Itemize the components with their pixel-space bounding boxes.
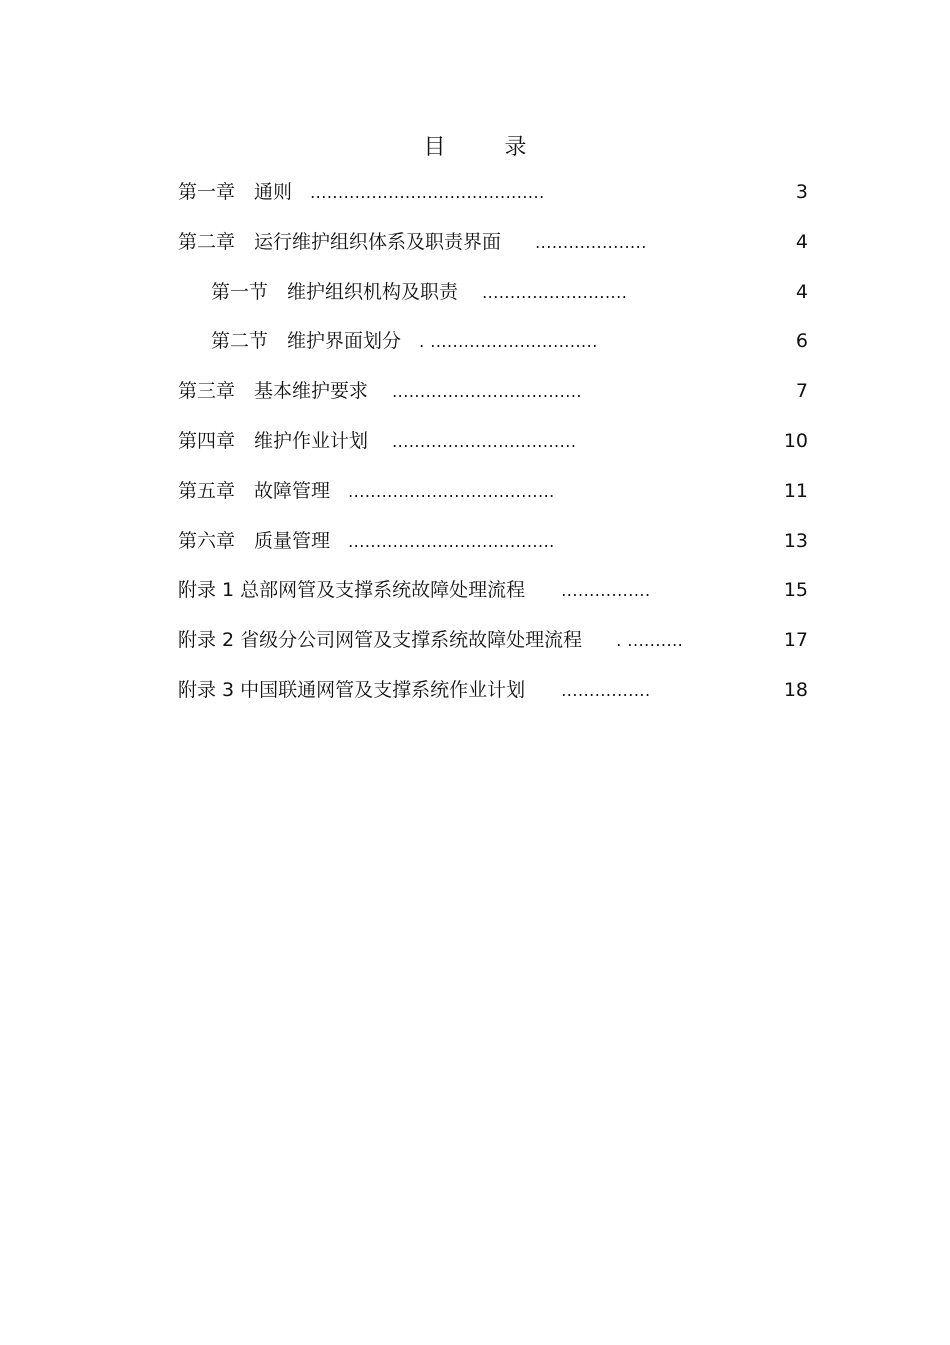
- table-of-contents: [178, 168, 808, 716]
- toc-entry-leader: . ..............................: [419, 332, 598, 352]
- toc-entry-page: 13: [783, 529, 808, 552]
- toc-entry-leader: ................: [561, 680, 651, 700]
- toc-entry-page: 10: [783, 429, 808, 452]
- toc-entry-label: 第一节 维护组织机构及职责: [211, 280, 459, 303]
- toc-entry-leader: ....................: [535, 232, 647, 252]
- toc-entry-leader: . ..........: [616, 631, 684, 651]
- toc-entry-leader: ..................................: [392, 382, 582, 402]
- toc-entry-label: 附录 2 省级分公司网管及支撑系统故障处理流程: [178, 629, 583, 652]
- toc-entry-label: 第二节 维护界面划分: [211, 330, 402, 353]
- toc-entry[interactable]: [178, 317, 808, 367]
- toc-entry[interactable]: [178, 367, 808, 417]
- toc-entry-label: 第二章 运行维护组织体系及职责界面: [178, 230, 502, 253]
- toc-entry-label: 第一章 通则: [178, 181, 293, 203]
- toc-entry-page: 7: [795, 380, 808, 403]
- toc-entry[interactable]: [178, 268, 808, 318]
- toc-entry-leader: .....................................: [348, 531, 555, 551]
- toc-entry[interactable]: [178, 168, 808, 218]
- toc-entry-leader: .....................................: [348, 481, 555, 501]
- toc-entry-label: 第四章 维护作业计划: [178, 429, 369, 452]
- toc-entry-leader: ..........................................: [310, 183, 545, 202]
- toc-entry-page: 17: [783, 629, 808, 652]
- toc-entry-page: 3: [795, 181, 808, 203]
- toc-entry-page: 18: [783, 678, 808, 701]
- toc-entry-label: 第三章 基本维护要求: [178, 380, 369, 403]
- toc-entry-label: 第六章 质量管理: [178, 529, 331, 552]
- toc-entry-leader: ................: [561, 581, 651, 601]
- toc-entry-leader: .................................: [392, 431, 577, 451]
- toc-entry-leader: ..........................: [482, 282, 628, 302]
- toc-entry-page: 15: [783, 579, 808, 602]
- toc-entry[interactable]: [178, 666, 808, 716]
- toc-entry-page: 11: [783, 479, 808, 502]
- toc-entry[interactable]: [178, 417, 808, 467]
- toc-entry-label: 第五章 故障管理: [178, 479, 331, 502]
- toc-entry-page: 6: [795, 330, 808, 353]
- toc-entry[interactable]: [178, 467, 808, 517]
- toc-entry-page: 4: [795, 230, 808, 253]
- toc-entry[interactable]: [178, 566, 808, 616]
- toc-entry[interactable]: [178, 218, 808, 268]
- toc-entry-label: 附录 1 总部网管及支撑系统故障处理流程: [178, 579, 526, 602]
- toc-entry[interactable]: [178, 517, 808, 567]
- page-title: 目 录: [423, 135, 553, 160]
- toc-entry-label: 附录 3 中国联通网管及支撑系统作业计划: [178, 678, 526, 701]
- toc-entry-page: 4: [795, 280, 808, 303]
- toc-entry[interactable]: [178, 616, 808, 666]
